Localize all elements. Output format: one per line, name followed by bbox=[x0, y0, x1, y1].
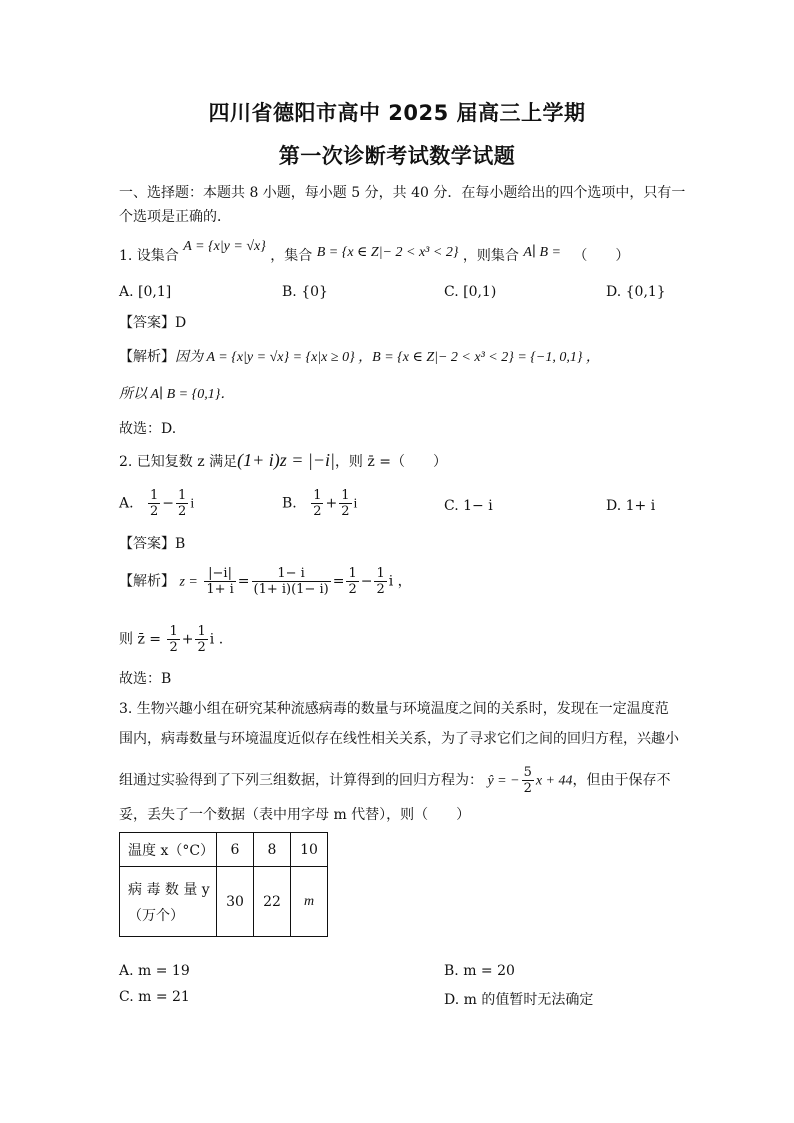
q1-analysis-line1: 因为 A = {x|y = √x} = {x|x ≥ 0} ，B = {x ∈ Z|− 2 < x³ < 2} = {−1, 0,1} ， bbox=[175, 350, 600, 365]
q1-suffix: ，则集合 bbox=[462, 248, 519, 264]
table-cell: 30 bbox=[217, 867, 254, 937]
table-cell-temp-label: 温度 x（°C） bbox=[120, 833, 217, 867]
q1-expression: A∣ B = bbox=[523, 245, 561, 260]
table-cell: 6 bbox=[217, 833, 254, 867]
q1-set-a: A = {x|y = √x} bbox=[183, 239, 266, 254]
q2-prefix: 2. 已知复数 z 满足 bbox=[119, 454, 238, 470]
q1-option-c: C. [0,1) bbox=[444, 284, 497, 300]
q1-answer-paren: （ ） bbox=[573, 248, 630, 264]
table-cell: m bbox=[291, 867, 328, 937]
q3-regression-eq2: x + 44 bbox=[535, 773, 573, 789]
q2-option-c: C. 1− i bbox=[444, 498, 493, 514]
q3-option-d: D. m 的值暂时无法确定 bbox=[444, 992, 594, 1008]
q3-data-table bbox=[119, 832, 328, 937]
q2-option-b-letter: B. bbox=[282, 495, 297, 512]
q2-answer: 【答案】B bbox=[119, 536, 186, 552]
section-heading-line2: 个选项是正确的． bbox=[119, 209, 231, 225]
q3-line4: 妥，丢失了一个数据（表中用字母 m 代替），则（ ） bbox=[119, 807, 471, 823]
q2-option-a: A. $\frac{1}{2}$ − $\frac{1}{2}$ i bbox=[119, 488, 195, 519]
q1-mid: ，集合 bbox=[270, 248, 313, 264]
q2-equation: (1+ i)z = |−i| bbox=[237, 450, 335, 470]
table-row bbox=[120, 833, 328, 867]
exam-title-line2: 第一次诊断考试数学试题 bbox=[278, 144, 516, 168]
question-2-stem bbox=[119, 451, 447, 471]
q1-option-a: A. [0,1] bbox=[119, 284, 172, 300]
q3-option-b: B. m = 20 bbox=[444, 963, 515, 979]
q2-analysis-label: 【解析】 bbox=[119, 573, 175, 590]
q2-analysis: 【解析】 z = $\frac{|-i|}{1+ i}$ = $\frac{1- i}{(1+ i)(1- i)}$ = $\frac{1}{2}$ − $\frac{1}{2}$ i ， bbox=[119, 566, 412, 597]
q2-option-a-letter: A. bbox=[119, 495, 134, 512]
table-cell: 8 bbox=[254, 833, 291, 867]
table-cell: 22 bbox=[254, 867, 291, 937]
q3-option-a: A. m = 19 bbox=[119, 963, 190, 979]
q1-analysis-line2: 所以 A∣ B = {0,1}． bbox=[119, 387, 235, 402]
q1-answer: 【答案】D bbox=[119, 315, 187, 331]
q2-conclusion: 故选：B bbox=[119, 671, 172, 687]
question-1-stem bbox=[119, 239, 630, 266]
q1-set-b: B = {x ∈ Z|− 2 < x³ < 2} bbox=[316, 245, 459, 260]
q2-option-b: B. $\frac{1}{2}$ + $\frac{1}{2}$ i bbox=[282, 488, 358, 519]
table-row bbox=[120, 867, 328, 937]
q3-line3-post: ，但由于保存不 bbox=[572, 772, 671, 789]
q3-regression-eq: ŷ = − bbox=[487, 773, 520, 789]
q2-conjugate-label: 则 z̄ = bbox=[119, 631, 162, 648]
q3-line3-pre: 组通过实验得到了下列三组数据，计算得到的回归方程为： bbox=[119, 772, 483, 789]
virus-label-line1: 病 毒 数 量 y bbox=[128, 881, 210, 898]
table-cell-virus-label bbox=[120, 867, 217, 937]
section-heading-line1: 一、选择题：本题共 8 小题，每小题 5 分，共 40 分．在每小题给出的四个选项中，只有一 bbox=[119, 185, 686, 201]
table-cell: 10 bbox=[291, 833, 328, 867]
q3-line3: 组通过实验得到了下列三组数据，计算得到的回归方程为： ŷ = − $\frac{5}{2}$ x + 44，但由于保存不 bbox=[119, 765, 671, 796]
q1-option-d: D. {0,1} bbox=[606, 284, 666, 300]
q1-conclusion: 故选：D. bbox=[119, 421, 177, 437]
q2-option-d: D. 1+ i bbox=[606, 498, 656, 514]
q1-option-b: B. {0} bbox=[282, 284, 328, 300]
virus-label-line2: （万个） bbox=[128, 907, 184, 924]
q3-line2: 围内，病毒数量与环境温度近似存在线性相关关系，为了寻求它们之间的回归方程，兴趣小 bbox=[119, 731, 679, 747]
q2-suffix: ，则 z̄ =（ ） bbox=[334, 454, 447, 470]
q1-analysis-label: 【解析】 bbox=[119, 349, 175, 365]
exam-title-line1: 四川省德阳市高中 2025 届高三上学期 bbox=[208, 101, 586, 125]
q2-conjugate: 则 z̄ = $\frac{1}{2}$ + $\frac{1}{2}$ i . bbox=[119, 624, 224, 655]
q1-analysis bbox=[119, 348, 600, 367]
q3-option-c: C. m = 21 bbox=[119, 989, 190, 1005]
q1-prefix: 1. 设集合 bbox=[119, 248, 179, 264]
q3-line1: 3. 生物兴趣小组在研究某种流感病毒的数量与环境温度之间的关系时，发现在一定温度范 bbox=[119, 701, 669, 717]
